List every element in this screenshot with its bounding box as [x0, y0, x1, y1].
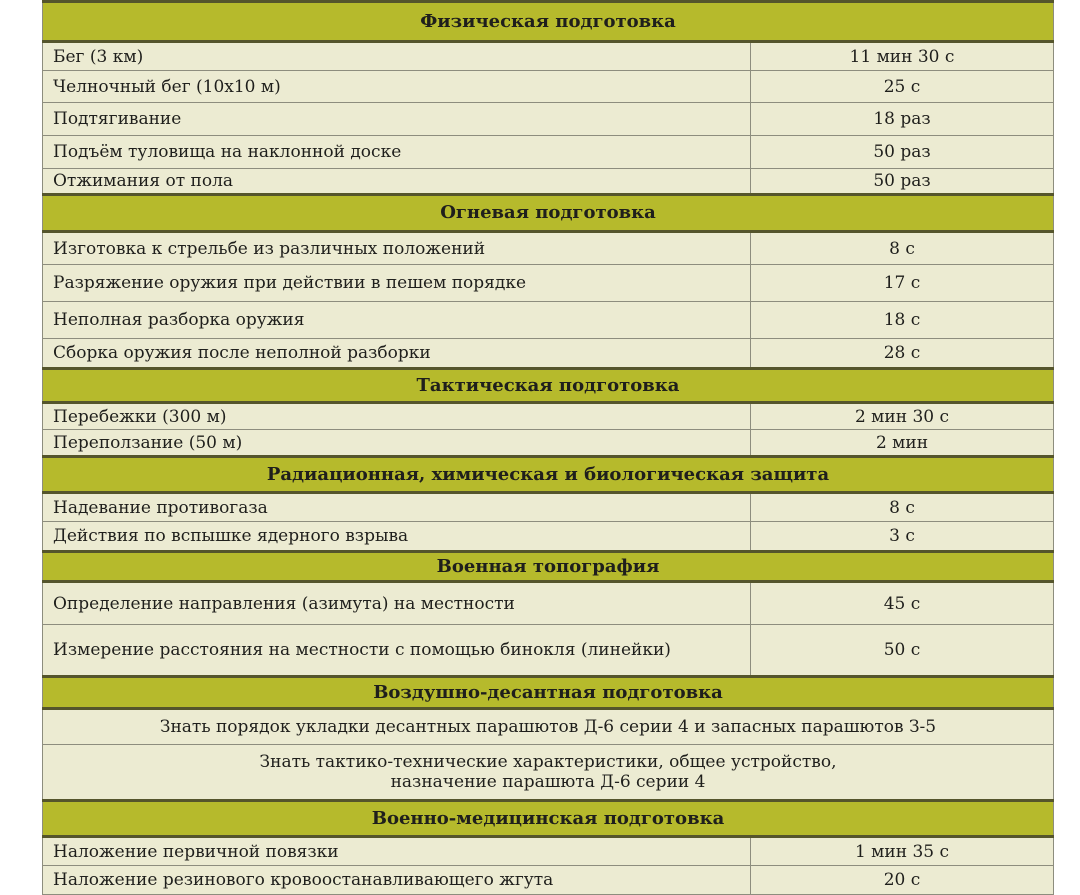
norms-table [42, 0, 1054, 895]
norm-value: 3 с [751, 522, 1054, 552]
exercise-label: Неполная разборка оружия [43, 302, 751, 339]
table-row [43, 71, 1054, 103]
table-row [43, 430, 1054, 457]
exercise-label: Челночный бег (10х10 м) [43, 71, 751, 103]
exercise-label: Действия по вспышке ядерного взрыва [43, 522, 751, 552]
table-row [43, 42, 1054, 71]
norm-value: 17 с [751, 265, 1054, 302]
exercise-label: Измерение расстояния на местности с помощью бинокля (линейки) [43, 625, 751, 677]
section-title: Военная топография [43, 552, 1054, 582]
exercise-label: Подтягивание [43, 103, 751, 136]
section-header-row [43, 801, 1054, 837]
norm-value: 20 с [751, 866, 1054, 895]
table-row [43, 522, 1054, 552]
section-title: Радиационная, химическая и биологическая защита [43, 457, 1054, 493]
exercise-label: Изготовка к стрельбе из различных положений [43, 232, 751, 265]
exercise-label: Разряжение оружия при действии в пешем порядке [43, 265, 751, 302]
requirement-line: назначение парашюта Д-6 серии 4 [390, 772, 706, 792]
exercise-label: Определение направления (азимута) на местности [43, 582, 751, 625]
norm-value: 1 мин 35 с [751, 837, 1054, 866]
norm-value: 2 мин 30 с [751, 403, 1054, 430]
requirement-line: Знать порядок укладки десантных парашютов Д-6 серии 4 и запасных парашютов З-5 [159, 717, 937, 737]
table-row [43, 493, 1054, 522]
section-title: Физическая подготовка [43, 2, 1054, 42]
exercise-label: Надевание противогаза [43, 493, 751, 522]
exercise-label: Наложение резинового кровоостанавливающего жгута [43, 866, 751, 895]
section-title: Огневая подготовка [43, 195, 1054, 232]
norm-value: 18 с [751, 302, 1054, 339]
table-row [43, 582, 1054, 625]
requirement-cell [43, 745, 1054, 801]
table-row [43, 265, 1054, 302]
exercise-label: Подъём туловища на наклонной доске [43, 136, 751, 169]
table-row [43, 103, 1054, 136]
table-row [43, 709, 1054, 745]
table-row [43, 302, 1054, 339]
table-row [43, 745, 1054, 801]
table-row [43, 339, 1054, 369]
section-header-row [43, 195, 1054, 232]
exercise-label: Наложение первичной повязки [43, 837, 751, 866]
table-row [43, 866, 1054, 895]
table-row [43, 625, 1054, 677]
norm-value: 2 мин [751, 430, 1054, 457]
section-title: Тактическая подготовка [43, 369, 1054, 403]
norm-value: 45 с [751, 582, 1054, 625]
norm-value: 11 мин 30 с [751, 42, 1054, 71]
section-header-row [43, 677, 1054, 709]
section-title: Воздушно-десантная подготовка [43, 677, 1054, 709]
section-title: Военно-медицинская подготовка [43, 801, 1054, 837]
table-row [43, 169, 1054, 195]
table-row [43, 232, 1054, 265]
norm-value: 25 с [751, 71, 1054, 103]
requirement-line: Знать тактико-технические характеристики, общее устройство, [259, 752, 837, 772]
norm-value: 50 с [751, 625, 1054, 677]
table-row [43, 403, 1054, 430]
exercise-label: Бег (3 км) [43, 42, 751, 71]
table-row [43, 136, 1054, 169]
section-header-row [43, 2, 1054, 42]
exercise-label: Отжимания от пола [43, 169, 751, 195]
norm-value: 28 с [751, 339, 1054, 369]
table-row [43, 837, 1054, 866]
norm-value: 50 раз [751, 169, 1054, 195]
norm-value: 8 с [751, 232, 1054, 265]
exercise-label: Переползание (50 м) [43, 430, 751, 457]
section-header-row [43, 552, 1054, 582]
norm-value: 8 с [751, 493, 1054, 522]
exercise-label: Сборка оружия после неполной разборки [43, 339, 751, 369]
norm-value: 18 раз [751, 103, 1054, 136]
section-header-row [43, 369, 1054, 403]
section-header-row [43, 457, 1054, 493]
requirement-cell [43, 709, 1054, 745]
norm-value: 50 раз [751, 136, 1054, 169]
exercise-label: Перебежки (300 м) [43, 403, 751, 430]
